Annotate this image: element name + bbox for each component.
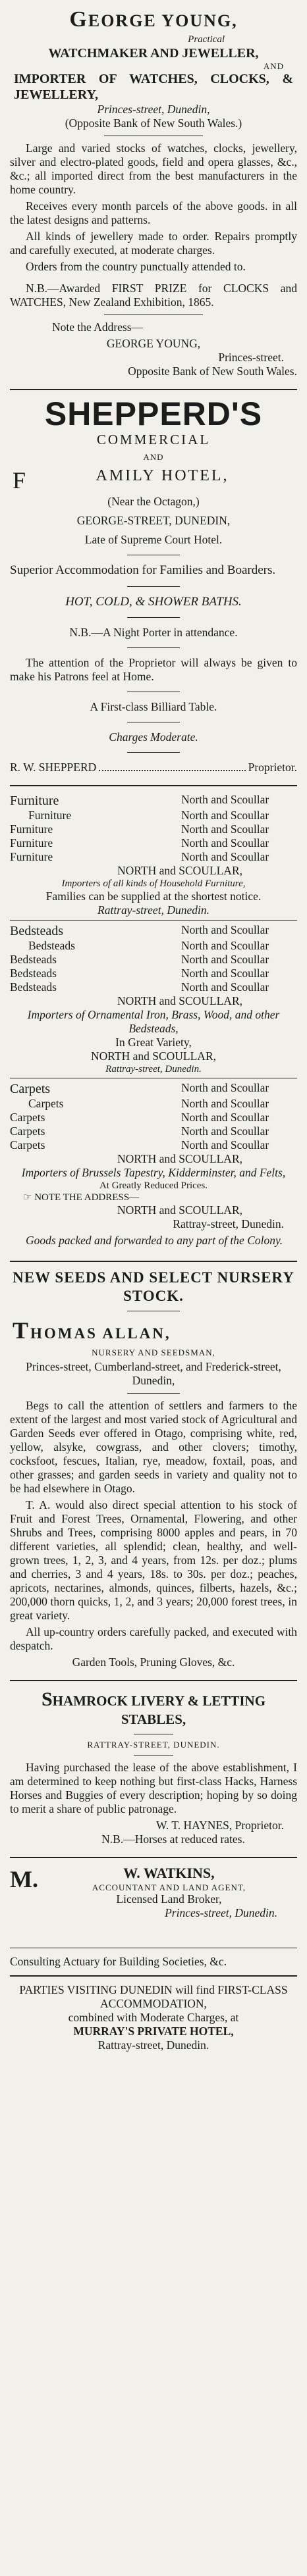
scoullar-note: ☞ NOTE THE ADDRESS— bbox=[23, 1192, 140, 1203]
scoullar-firm-3: NORTH and SCOULLAR, bbox=[117, 1152, 242, 1166]
shepperd-family-initial: F bbox=[13, 467, 28, 493]
item-name: Bedsteads bbox=[10, 980, 57, 994]
item-row bbox=[10, 836, 297, 850]
item-name: Bedsteads bbox=[10, 953, 57, 967]
allan-paragraph-1: Begs to call the attention of settlers and farmers to the extent of the largest and most varied stock of Agricultural and Garden Seeds ever offered in Otago, comprising white, red, yellow, alsyke, cowgrass, and other clovers; timothy, cocksfoot, fescues, Italian, rye, meadow, foxtail, poas, and other grasses; and garden seeds in variety and quality not to be had elsewhere in Otago. bbox=[10, 1399, 297, 1496]
firm-name: North and Scoullar bbox=[181, 822, 269, 836]
shepperd-porter: N.B.—A Night Porter in attendance. bbox=[69, 626, 238, 640]
scoullar-importers-3: Importers of Brussels Tapestry, Kidderminster, and Felts, bbox=[21, 1166, 286, 1180]
carpets-rows bbox=[10, 1081, 297, 1152]
thomas-allan-ad bbox=[10, 1266, 297, 1676]
item-name: Carpets bbox=[10, 1124, 45, 1138]
shepperd-baths: HOT, COLD, & SHOWER BATHS. bbox=[65, 594, 242, 609]
item-row bbox=[10, 822, 297, 836]
murray-paragraph-2: combined with Moderate Charges, at bbox=[68, 2011, 239, 2025]
shamrock-stables-ad bbox=[10, 1685, 297, 1853]
scoullar-firm-1: NORTH and SCOULLAR, bbox=[117, 864, 242, 878]
allan-name: THOMAS ALLAN, bbox=[13, 1317, 171, 1344]
north-scoullar-ad bbox=[10, 790, 297, 1257]
shepperd-and: AND bbox=[143, 452, 164, 463]
scoullar-importers-2: Importers of Ornamental Iron, Brass, Wood, and other Bedsteads, bbox=[27, 1008, 280, 1036]
murrays-hotel-ad bbox=[10, 1981, 297, 2059]
item-row bbox=[10, 939, 297, 953]
firm-name: North and Scoullar bbox=[181, 923, 269, 937]
item-row bbox=[10, 1111, 297, 1124]
watkins-line-2: Licensed Land Broker, bbox=[116, 1892, 222, 1906]
shepperd-near: (Near the Octagon,) bbox=[107, 494, 200, 508]
firm-name: North and Scoullar bbox=[181, 953, 269, 967]
scoullar-street-2: Rattray-street, Dunedin. bbox=[105, 1064, 202, 1075]
young-watchmaker: WATCHMAKER AND JEWELLER, bbox=[48, 45, 259, 61]
divider bbox=[10, 920, 297, 921]
item-name: Furniture bbox=[28, 809, 72, 822]
young-address: Princes-street, Dunedin, bbox=[97, 103, 210, 116]
young-name: GEORGE YOUNG, bbox=[69, 7, 238, 32]
young-practical: Practical bbox=[188, 34, 225, 45]
firm-name: North and Scoullar bbox=[181, 836, 269, 850]
dot-leader bbox=[99, 770, 245, 771]
item-name: Furniture bbox=[10, 794, 59, 809]
firm-name: North and Scoullar bbox=[181, 1097, 269, 1111]
item-name: Bedsteads bbox=[28, 939, 75, 953]
murray-name: MURRAY'S PRIVATE HOTEL, bbox=[73, 2025, 234, 2038]
scoullar-packed: Goods packed and forwarded to any part of the Colony. bbox=[26, 1234, 283, 1248]
shepperd-proprietor-name: R. W. SHEPPERD bbox=[10, 761, 97, 774]
shepperd-superior: Superior Accommodation for Families and Boarders. bbox=[10, 563, 276, 577]
furniture-rows bbox=[10, 793, 297, 864]
item-name: Carpets bbox=[28, 1097, 64, 1111]
item-name: Furniture bbox=[10, 822, 53, 836]
divider bbox=[10, 1261, 297, 1262]
item-row bbox=[10, 1138, 297, 1152]
shepperd-family-hotel: F AMILY HOTEL, bbox=[10, 467, 297, 486]
divider bbox=[10, 785, 297, 786]
firm-name: North and Scoullar bbox=[181, 980, 269, 994]
allan-streets: Princes-street, Cumberland-street, and Frederick-street, Dunedin, bbox=[26, 1360, 281, 1388]
watkins-initial: M. bbox=[10, 1866, 38, 1893]
firm-name: North and Scoullar bbox=[181, 850, 269, 864]
scoullar-street-1: Rattray-street, Dunedin. bbox=[98, 903, 209, 917]
divider bbox=[127, 586, 180, 587]
firm-name: North and Scoullar bbox=[181, 1081, 269, 1095]
allan-paragraph-2: T. A. would also direct special attention to his stock of Fruit and Forest Trees, Ornamental, Flowering, and other Shrubs and Trees, comprising 8000 apples and pears, in 70 different varieties, all splendid; clean, healthy, and well-grown trees, 1, 2, 3, and 4 years, from 12s. per doz.; plums and cherries, 3 and 4 years, 18s. to 30s. per doz.; peaches, apricots, nectarines, almonds, quinces, filberts, hazels, &c.; 200,000 thorn quicks, 1, 2, and 3 years; 20,000 forest trees, in great variety. bbox=[10, 1498, 297, 1623]
item-name: Carpets bbox=[10, 1111, 45, 1124]
young-note-address: Note the Address— bbox=[52, 320, 144, 334]
shepperd-billiard: A First-class Billiard Table. bbox=[90, 700, 217, 714]
shepperd-banner: SHEPPERD'S bbox=[44, 395, 263, 433]
murray-paragraph-1: PARTIES VISITING DUNEDIN will find FIRST-CLASS ACCOMMODATION, bbox=[19, 1983, 288, 2011]
firm-name: North and Scoullar bbox=[181, 939, 269, 953]
shamrock-title: SHAMROCK LIVERY & LETTING STABLES, bbox=[41, 1688, 266, 1728]
young-paragraph-4: Orders from the country punctually attended to. bbox=[26, 260, 246, 274]
watkins-consulting: Consulting Actuary for Building Societies, &c. bbox=[10, 1955, 227, 1969]
bedsteads-rows bbox=[10, 923, 297, 994]
shamrock-horses: N.B.—Horses at reduced rates. bbox=[101, 1832, 245, 1846]
shepperds-hotel-ad bbox=[10, 394, 297, 781]
young-paragraph-2: Receives every month parcels of the above goods. in all the latest designs and patterns. bbox=[10, 199, 297, 227]
scoullar-reduced: At Greatly Reduced Prices. bbox=[99, 1180, 208, 1192]
item-row bbox=[10, 1124, 297, 1138]
shepperd-proprietor-role: Proprietor. bbox=[248, 761, 297, 774]
item-row bbox=[10, 809, 297, 822]
item-name: Furniture bbox=[10, 836, 53, 850]
young-and: AND bbox=[263, 61, 284, 71]
divider bbox=[127, 617, 180, 618]
divider bbox=[127, 647, 180, 648]
scoullar-variety: In Great Variety, bbox=[115, 1036, 192, 1049]
shepperd-commercial: COMMERCIAL bbox=[96, 431, 211, 447]
item-name: Furniture bbox=[10, 850, 53, 864]
item-row bbox=[10, 923, 297, 939]
young-address-name: GEORGE YOUNG, bbox=[106, 337, 201, 351]
shamrock-paragraph: Having purchased the lease of the above establishment, I am determined to keep nothing but first-class Hacks, Harness Horses and Buggies of every description; hoping by so doing to merit a share of public patronage. bbox=[10, 1761, 297, 1816]
item-row bbox=[10, 953, 297, 967]
shamrock-street: RATTRAY-STREET, DUNEDIN. bbox=[87, 1739, 220, 1750]
george-young-ad bbox=[10, 4, 297, 385]
watkins-ad bbox=[10, 1862, 297, 1944]
item-name: Carpets bbox=[10, 1082, 51, 1097]
firm-name: North and Scoullar bbox=[181, 793, 269, 807]
shepperd-charges: Charges Moderate. bbox=[109, 730, 198, 744]
divider bbox=[10, 1857, 297, 1858]
allan-trade: NURSERY AND SEEDSMAN, bbox=[92, 1347, 215, 1357]
shepperd-proprietor-line bbox=[10, 761, 297, 774]
item-row bbox=[10, 980, 297, 994]
scoullar-street-3: Rattray-street, Dunedin. bbox=[173, 1217, 284, 1231]
shepperd-late: Late of Supreme Court Hotel. bbox=[84, 532, 223, 546]
item-name: Bedsteads bbox=[10, 967, 57, 980]
item-row bbox=[10, 1097, 297, 1111]
young-importer: IMPORTER OF WATCHES, CLOCKS, & JEWELLERY, bbox=[14, 72, 293, 103]
firm-name: North and Scoullar bbox=[181, 967, 269, 980]
divider bbox=[127, 1393, 180, 1394]
shepperd-attention: The attention of the Proprietor will always be given to make his Patrons feel at Home. bbox=[10, 656, 297, 684]
shepperd-street: GEORGE-STREET, DUNEDIN, bbox=[76, 513, 231, 527]
advertisement-column bbox=[10, 0, 297, 2059]
watkins-line-3: Princes-street, Dunedin. bbox=[165, 1906, 277, 1920]
firm-name: North and Scoullar bbox=[181, 1111, 269, 1124]
young-address-street: Princes-street. bbox=[218, 351, 284, 365]
divider bbox=[10, 1975, 297, 1977]
allan-name-initial: T bbox=[13, 1317, 31, 1344]
item-name: Carpets bbox=[10, 1138, 45, 1152]
scoullar-families: Families can be supplied at the shortest notice. bbox=[45, 890, 262, 903]
scoullar-firm-3b: NORTH and SCOULLAR, bbox=[117, 1203, 242, 1217]
scoullar-firm-2: NORTH and SCOULLAR, bbox=[117, 994, 242, 1008]
shamrock-proprietor: W. T. HAYNES, Proprietor. bbox=[156, 1819, 284, 1832]
young-paragraph-1: Large and varied stocks of watches, clocks, jewellery, silver and electro-plated goods, field and opera glasses, &c., &c.; all imported direct from the best manufacturers in the home country. bbox=[10, 141, 297, 197]
scoullar-importers-1: Importers of all kinds of Household Furniture, bbox=[61, 878, 246, 890]
allan-headline: NEW SEEDS AND SELECT NURSERY STOCK. bbox=[13, 1269, 294, 1305]
item-row bbox=[10, 1081, 297, 1097]
firm-name: North and Scoullar bbox=[181, 809, 269, 822]
allan-paragraph-3: All up-country orders carefully packed, and executed with despatch. bbox=[10, 1625, 297, 1653]
scoullar-firm-2b: NORTH and SCOULLAR, bbox=[91, 1049, 216, 1063]
allan-tools: Garden Tools, Pruning Gloves, &c. bbox=[72, 1655, 235, 1669]
item-row bbox=[10, 850, 297, 864]
young-initial: G bbox=[69, 7, 88, 32]
young-opposite: (Opposite Bank of New South Wales.) bbox=[65, 116, 242, 130]
watkins-name: W. WATKINS, bbox=[123, 1865, 215, 1882]
young-first-prize: N.B.—Awarded FIRST PRIZE for CLOCKS and WATCHES, New Zealand Exhibition, 1865. bbox=[10, 282, 297, 309]
firm-name: North and Scoullar bbox=[181, 1124, 269, 1138]
watkins-line-1: ACCOUNTANT AND LAND AGENT, bbox=[92, 1882, 246, 1892]
firm-name: North and Scoullar bbox=[181, 1138, 269, 1152]
young-address-opposite: Opposite Bank of New South Wales. bbox=[128, 365, 297, 378]
divider bbox=[10, 1680, 297, 1681]
item-name: Bedsteads bbox=[10, 924, 64, 939]
young-paragraph-3: All kinds of jewellery made to order. Repairs promptly and carefully executed, at moderate charges. bbox=[10, 230, 297, 257]
shamrock-title-initial: S bbox=[41, 1688, 53, 1711]
item-row bbox=[10, 967, 297, 980]
item-row bbox=[10, 793, 297, 809]
divider bbox=[127, 752, 180, 753]
divider bbox=[10, 389, 297, 390]
murray-street: Rattray-street, Dunedin. bbox=[98, 2038, 209, 2052]
